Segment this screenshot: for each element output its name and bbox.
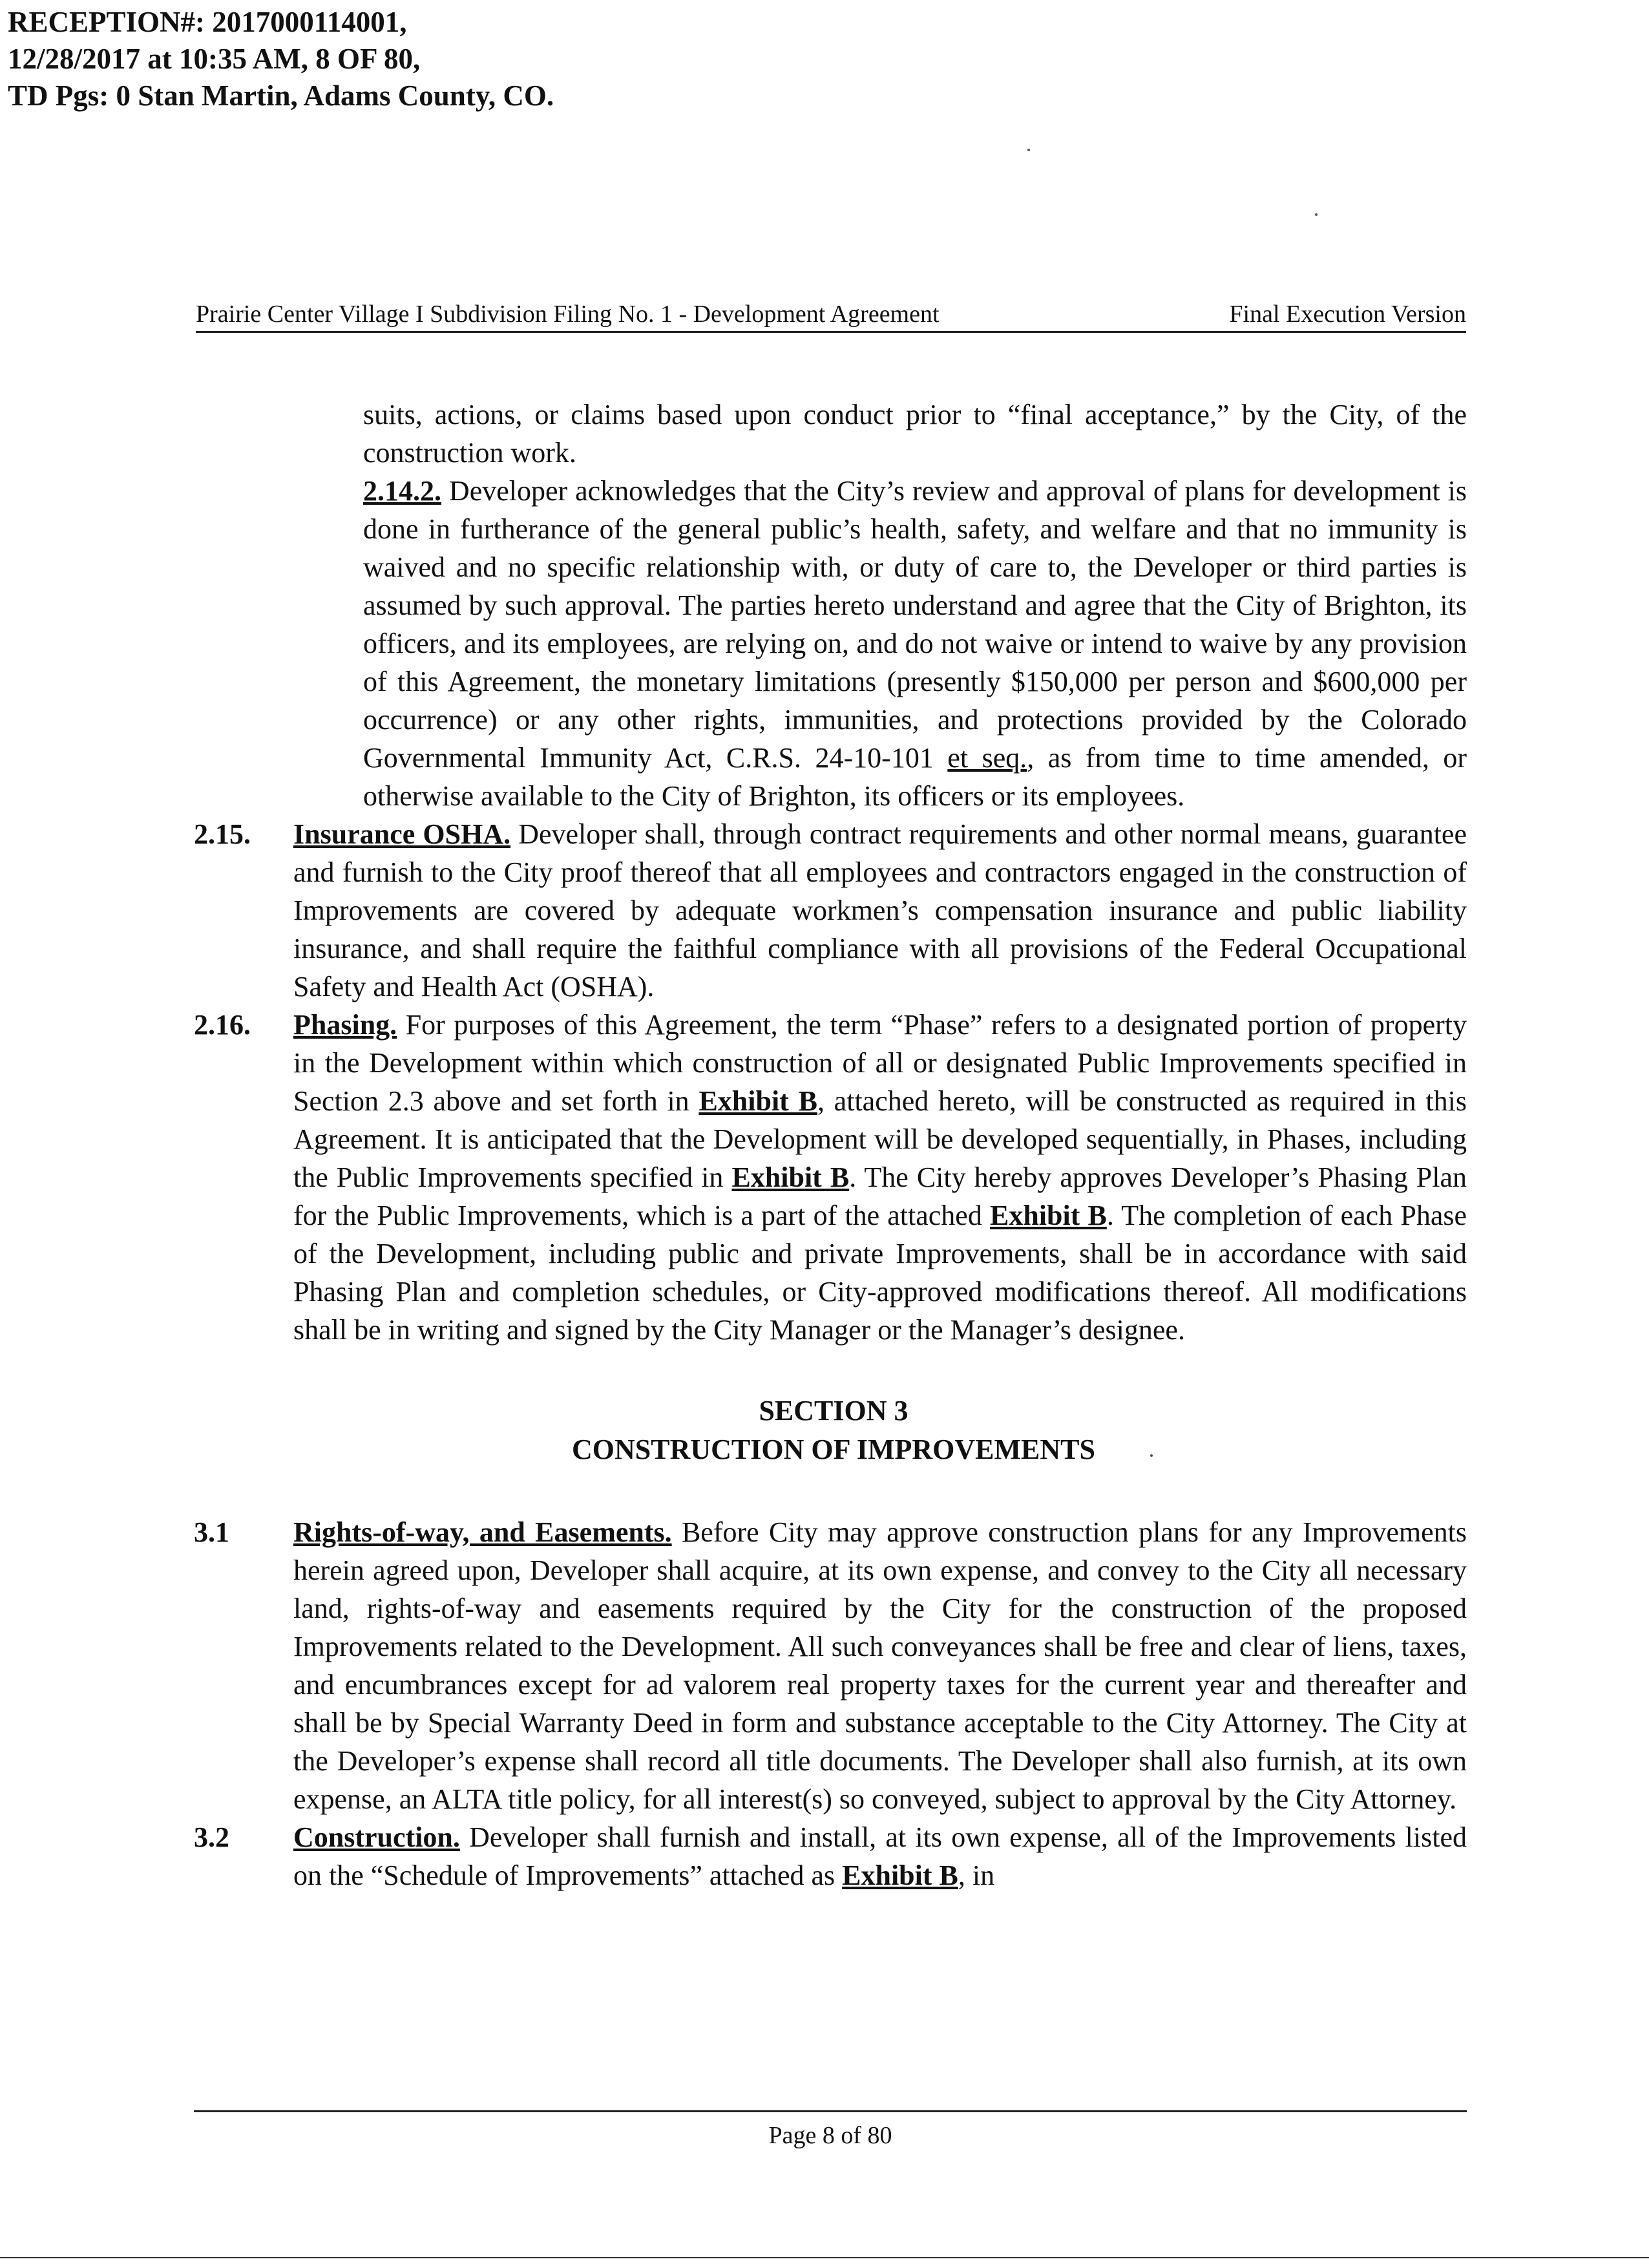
et-seq: et seq. xyxy=(947,742,1027,774)
scan-speck xyxy=(1315,213,1318,216)
section-text: . The City hereby approves Developer’s Phasing Plan for the Public Improvements, which is a part of the attached xyxy=(293,1161,1467,1231)
section-text-end: , as from time to time amended, or otherwise available to the City of Brighton, its officers or its employees. xyxy=(363,742,1467,812)
exhibit-b-ref: Exhibit B xyxy=(698,1085,817,1117)
section-2-14-2 xyxy=(194,472,1467,815)
page-header xyxy=(196,292,1466,333)
section-number: 2.15. xyxy=(194,818,251,850)
section-text: Developer shall, through contract requirements and other normal means, guarantee and furnish to the City proof thereof that all employees and contractors engaged in the construction of Improvements are covered by adequate workmen’s compensation insurance and public liability insurance, and shall require the faithful compliance with all provisions of the Federal Occupational Safety and Health Act (OSHA). xyxy=(293,818,1467,1002)
section-number: 3.1 xyxy=(194,1516,229,1548)
section-text: Before City may approve construction plans for any Improvements herein agreed upon, Developer shall acquire, at its own expense, and convey to the City all necessary land, rights-of-way and easements required by the City for the construction of the proposed Improvements related to the Development. All such conveyances shall be free and clear of liens, taxes, and encumbrances except for ad valorem real property taxes for the current year and thereafter and shall be by Special Warranty Deed in form and substance acceptable to the City Attorney. The City at the Developer’s expense shall record all title documents. The Developer shall also furnish, at its own expense, an ALTA title policy, for all interest(s) so conveyed, subject to approval by the City Attorney. xyxy=(293,1516,1467,1815)
recording-stamp xyxy=(8,4,719,114)
section-3-1 xyxy=(194,1513,1467,1818)
exhibit-b-ref: Exhibit B xyxy=(842,1860,958,1891)
section-number: 3.2 xyxy=(194,1821,229,1853)
section-2-15 xyxy=(194,815,1467,1006)
section-text: Developer acknowledges that the City’s review and approval of plans for development is done in furtherance of the general public’s health, safety, and welfare and that no immunity is waived and no specific relationship with, or duty of care to, the Developer or third parties is assumed by such approval. The parties hereto understand and agree that the City of Brighton, its officers, and its employees, are relying on, and do not waive or intend to waive by any provision of this Agreement, the monetary limitations (presently $150,000 per person and $600,000 per occurrence) or any other rights, immunities, and protections provided by the Colorado Governmental Immunity Act, C.R.S. 24-10-101 xyxy=(363,475,1467,774)
section-heading-line-1: SECTION 3 xyxy=(759,1395,909,1426)
section-heading-line-2: CONSTRUCTION OF IMPROVEMENTS xyxy=(572,1434,1095,1465)
recording-stamp-line-2: 12/28/2017 at 10:35 AM, 8 OF 80, xyxy=(8,43,421,75)
scan-speck xyxy=(1150,1454,1153,1457)
section-number: 2.16. xyxy=(194,1009,251,1041)
document-version: Final Execution Version xyxy=(1229,301,1466,328)
section-title: Rights-of-way, and Easements. xyxy=(293,1516,672,1548)
section-title: Phasing. xyxy=(293,1009,397,1041)
section-2-16 xyxy=(194,1006,1467,1349)
section-text: , in xyxy=(958,1860,995,1891)
section-text: . The completion of each Phase of the Development, including public and private Improvements, shall be in accordance with said Phasing Plan and completion schedules, or City-approved modifications thereof. All modifications shall be in writing and signed by the City Manager or the Manager’s designee. xyxy=(293,1200,1467,1346)
section-text: Developer shall furnish and install, at its own expense, all of the Improvements listed on the “Schedule of Improvements” attached as xyxy=(293,1821,1467,1891)
exhibit-b-ref: Exhibit B xyxy=(731,1161,850,1193)
section-text: , attached hereto, will be constructed as required in this Agreement. It is anticipated that the Development will be developed sequentially, in Phases, including the Public Improvements specified in xyxy=(293,1085,1467,1193)
recording-stamp-line-3: TD Pgs: 0 Stan Martin, Adams County, CO. xyxy=(8,79,554,112)
page-number: Page 8 of 80 xyxy=(768,2122,892,2149)
section-title: Insurance OSHA. xyxy=(293,818,511,850)
section-text: For purposes of this Agreement, the term “Phase” refers to a designated portion of property in the Development within which construction of all or designated Public Improvements specified in Section 2.3 above and set forth in xyxy=(293,1009,1467,1117)
exhibit-b-ref: Exhibit B xyxy=(989,1200,1107,1231)
section-title: Construction. xyxy=(293,1821,460,1853)
document-body xyxy=(194,396,1467,1894)
scan-speck xyxy=(1027,149,1030,151)
section-3-2 xyxy=(194,1818,1467,1894)
recording-stamp-line-1: RECEPTION#: 2017000114001, xyxy=(8,6,407,38)
section-3-heading xyxy=(194,1392,1467,1469)
continued-paragraph: suits, actions, or claims based upon conduct prior to “final acceptance,” by the City, of the construction work. xyxy=(363,399,1467,469)
page-footer xyxy=(194,2110,1467,2150)
scan-bottom-edge xyxy=(0,2257,1649,2258)
section-number: 2.14.2. xyxy=(363,475,441,507)
document-title: Prairie Center Village I Subdivision Filing No. 1 - Development Agreement xyxy=(196,301,940,328)
